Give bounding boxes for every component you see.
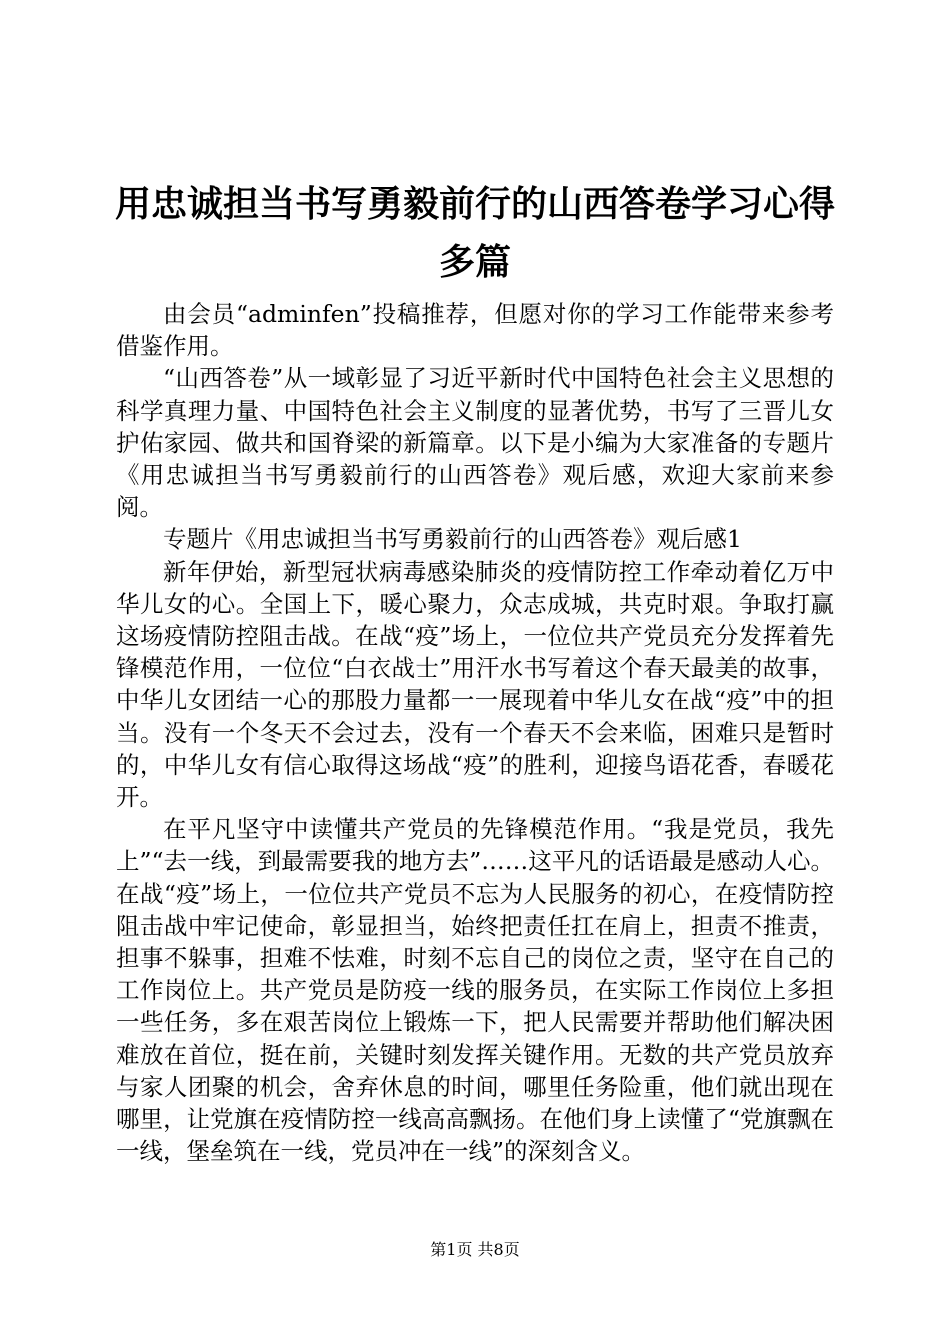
document-body bbox=[116, 298, 834, 1167]
paragraph-party-members: 在平凡坚守中读懂共产党员的先锋模范作用。“我是党员，我先上”“去一线，到最需要我的地方去”……这平凡的话语最是感动人心。在战“疫”场上，一位位共产党员不忘为人民服务的初心，在疫情防控阻击战中牢记使命，彰显担当，始终把责任扛在肩上，担责不推责，担事不躲事，担难不怯难，时刻不忘自己的岗位之责，坚守在自己的工作岗位上。共产党员是防疫一线的服务员，在实际工作岗位上多担一些任务，多在艰苦岗位上锻炼一下，把人民需要并帮助他们解决困难放在首位，挺在前，关键时刻发挥关键作用。无数的共产党员放弃与家人团聚的机会，舍弃休息的时间，哪里任务险重，他们就出现在哪里，让党旗在疫情防控一线高高飘扬。在他们身上读懂了“党旗飘在一线，堡垒筑在一线，党员冲在一线”的深刻含义。 bbox=[116, 815, 834, 1166]
paragraph-shanxi-answer: “山西答卷”从一域彰显了习近平新时代中国特色社会主义思想的科学真理力量、中国特色社会主义制度的显著优势，书写了三晋儿女护佑家园、做共和国脊梁的新篇章。以下是小编为大家准备的专题片《用忠诚担当书写勇毅前行的山西答卷》观后感，欢迎大家前来参阅。 bbox=[116, 364, 834, 522]
document-title: 用忠诚担当书写勇毅前行的山西答卷学习心得多篇 bbox=[114, 184, 835, 283]
paragraph-new-year: 新年伊始，新型冠状病毒感染肺炎的疫情防控工作牵动着亿万中华儿女的心。全国上下，暖心聚力，众志成城，共克时艰。争取打赢这场疫情防控阻击战。在战“疫”场上，一位位共产党员充分发挥着先锋模范作用，一位位“白衣战士”用汗水书写着这个春天最美的故事，中华儿女团结一心的那股力量都一一展现着中华儿女在战“疫”中的担当。没有一个冬天不会过去，没有一个春天不会来临，困难只是暂时的，中华儿女有信心取得这场战“疫”的胜利，迎接鸟语花香，春暖花开。 bbox=[116, 557, 834, 812]
section-heading: 专题片《用忠诚担当书写勇毅前行的山西答卷》观后感1 bbox=[163, 525, 742, 554]
paragraph-intro: 由会员“adminfen”投稿推荐，但愿对你的学习工作能带来参考借鉴作用。 bbox=[116, 300, 834, 361]
page-footer: 第1页 共8页 bbox=[430, 1240, 520, 1259]
